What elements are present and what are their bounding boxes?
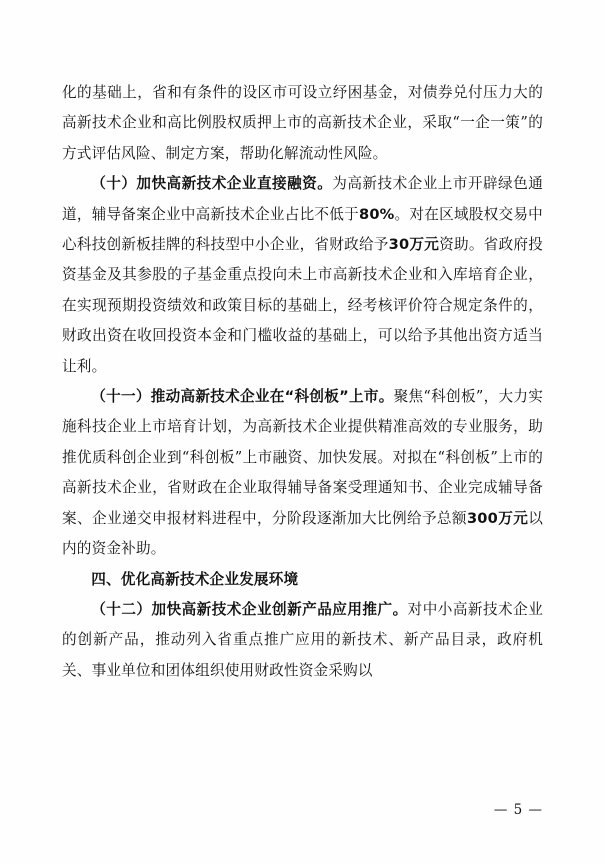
emphasized-text: （十一）推动高新技术企业在“科创板”上市。 (91, 388, 394, 406)
body-text: 对中小高新技术企业的创新产品，推动列入省重点推广应用的新技术、新产品目录，政府机关、事业单位和团体组织使用财政性资金采购以 (62, 600, 543, 679)
para-item-12 (62, 595, 543, 686)
body-text: 以内的资金补助。 (62, 509, 543, 558)
document-body (62, 78, 543, 686)
section-heading: 四、优化高新技术企业发展环境 (91, 570, 299, 588)
body-text: 为高新技术企业上市开辟绿色通道，辅导备案企业中高新技术企业占比不低于 (62, 175, 543, 223)
paragraph-group-after-heading (62, 595, 543, 686)
emphasized-text: （十二）加快高新技术企业创新产品应用推广。 (91, 600, 408, 618)
body-text: 聚焦“科创板”，大力实施科技企业上市培育计划，为高新技术企业提供精准高效的专业服务，助推优质科创企业到“科创板”上市融资、加快发展。对拟在“科创板”上市的高新技术企业，省财政在企业取得辅导备案受理通知书、企业完成辅导备案、企业递交申报材料进程中，分阶段逐渐加大比例给予总额 (62, 388, 544, 527)
para-continued (62, 78, 543, 169)
paragraph-group-main (62, 78, 543, 565)
body-text: 化的基础上，省和有条件的设区市可设立纾困基金，对债券兑付压力大的高新技术企业和高比例股权质押上市的高新技术企业，采取“一企一策”的方式评估风险、制定方案，帮助化解流动性风险。 (62, 84, 543, 162)
page-number: — 5 — (493, 802, 543, 818)
emphasized-text: 80% (358, 205, 395, 223)
emphasized-text: （十）加快高新技术企业直接融资。 (91, 175, 333, 193)
emphasized-text: 300万元 (466, 509, 529, 527)
body-text: 资助。省政府投资基金及其参股的子基金重点投向未上市高新技术企业和入库培育企业，在实现预期投资绩效和政策目标的基础上，经考核评价符合规定条件的，财政出资在收回投资本金和门槛收益的基础上，可以给予其他出资方适当让利。 (62, 236, 544, 375)
emphasized-text: 30万元 (388, 236, 440, 254)
para-item-11 (62, 382, 543, 564)
body-text: 。对在区域股权交易中心科技创新板挂牌的科技型中小企业，省财政给予 (62, 205, 543, 254)
para-item-10 (62, 169, 543, 382)
